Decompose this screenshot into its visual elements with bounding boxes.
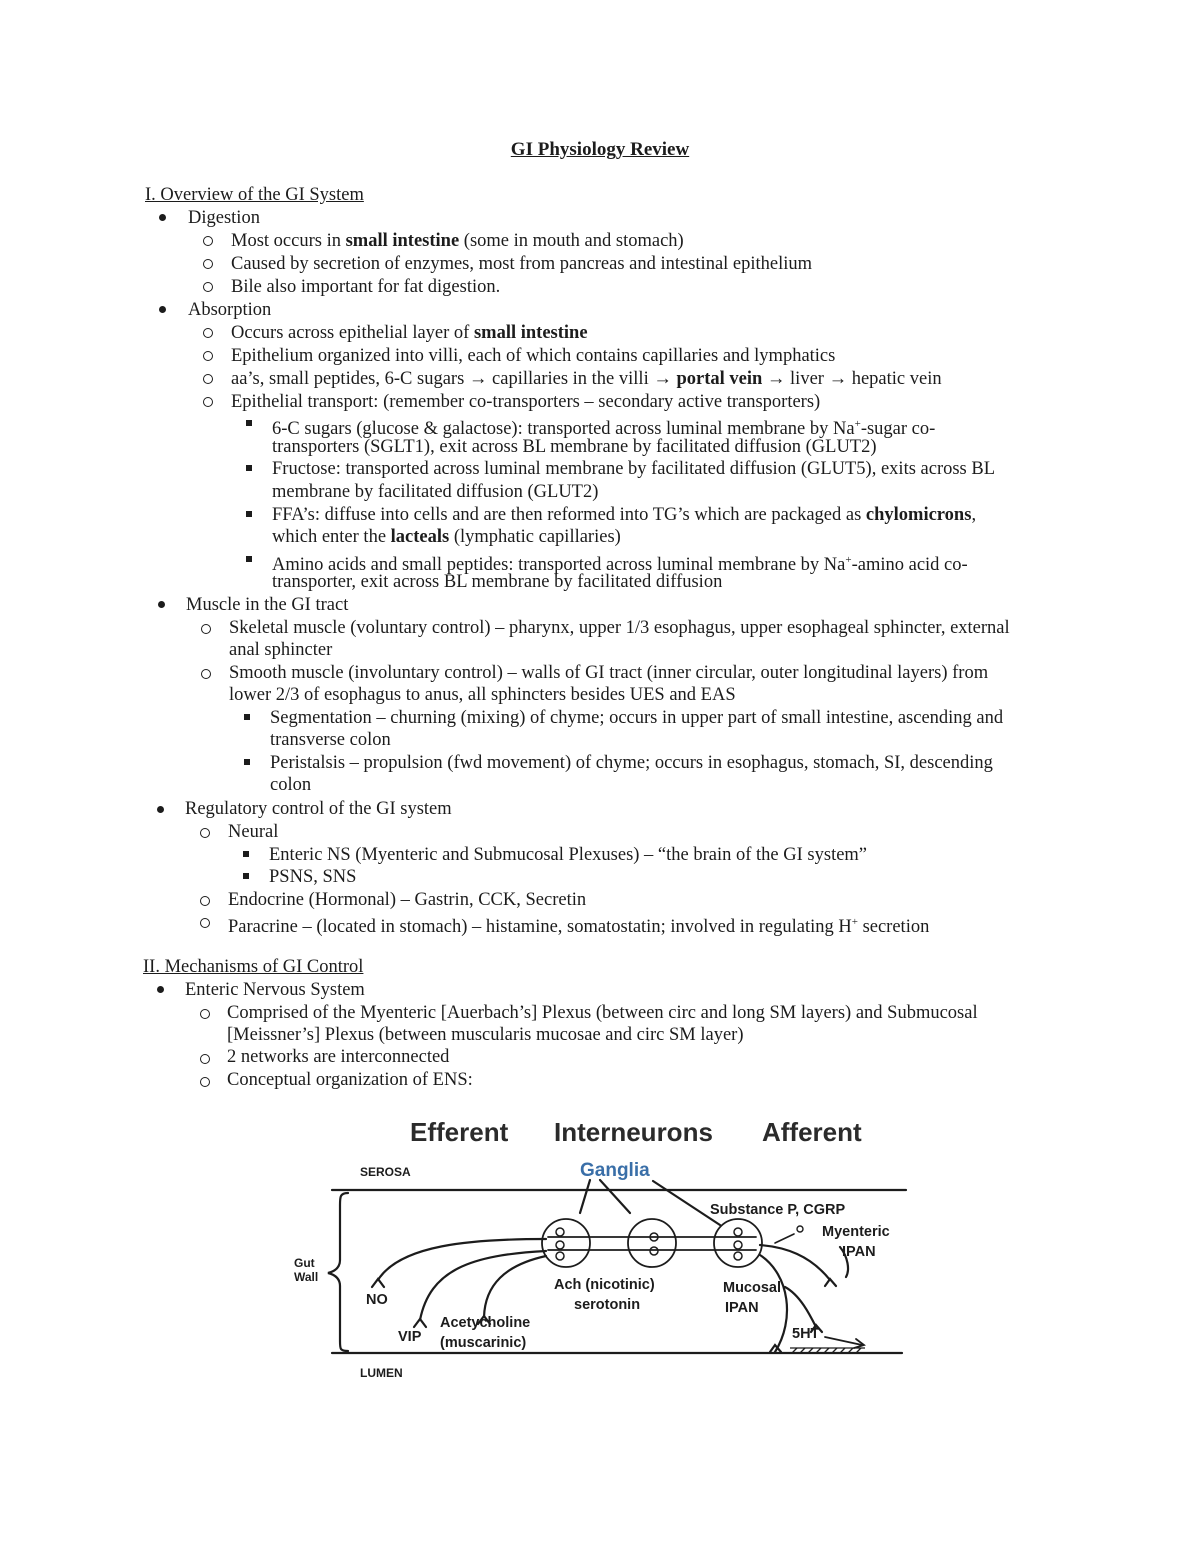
bullet-circle	[201, 624, 211, 634]
neuron-soma	[556, 1241, 564, 1249]
text-run: Most occurs in	[231, 231, 346, 251]
bullet-circle	[200, 1077, 210, 1087]
text-run: ,	[971, 505, 977, 525]
neuron-soma	[556, 1228, 564, 1236]
text-run: Paracrine – (located in stomach) – histamine, somatostatin; involved in regulating H	[228, 917, 852, 938]
section-1-heading: I. Overview of the GI System	[145, 185, 364, 205]
bold-term: portal vein	[676, 369, 763, 389]
fiveht-arrow	[825, 1337, 862, 1345]
mucosal-ipan-label: Mucosal	[723, 1280, 782, 1296]
digestion-item-1	[231, 230, 684, 252]
gut-wall-label: Wall	[294, 1270, 319, 1284]
substance-p-label: Substance P, CGRP	[710, 1202, 846, 1218]
synapse-terminal	[414, 1319, 426, 1327]
peristalsis-line-2: colon	[270, 775, 312, 795]
page-title: GI Physiology Review	[510, 139, 690, 160]
efferent-fiber-no	[378, 1239, 546, 1280]
bullet-circle	[203, 282, 213, 292]
neural-item-1: Enteric NS (Myenteric and Submucosal Plexuses) – “the brain of the GI system”	[269, 845, 868, 865]
ens-item-2: 2 networks are interconnected	[227, 1047, 450, 1067]
myenteric-ipan-label: Myenteric	[822, 1224, 890, 1240]
text-run: Amino acids and small peptides: transported across luminal membrane by Na	[272, 555, 846, 576]
text-run: Occurs across epithelial layer of	[231, 323, 474, 343]
digestion-item-2: Caused by secretion of enzymes, most from pancreas and intestinal epithelium	[231, 254, 813, 274]
ens-organization-diagram	[270, 1105, 930, 1390]
ganglion-circle	[542, 1219, 590, 1267]
neuron-soma	[734, 1252, 742, 1260]
mucosal-ipan-fiber	[760, 1255, 787, 1352]
segmentation-line-2: transverse colon	[270, 730, 391, 750]
neuron-soma	[650, 1247, 658, 1255]
vip-label: VIP	[398, 1329, 422, 1345]
ens-item-1-line-1: Comprised of the Myenteric [Auerbach’s] Plexus (between circ and long SM layers) and Submucosal	[227, 1003, 978, 1023]
superscript: +	[845, 554, 852, 566]
sensory-ending	[775, 1234, 794, 1243]
transport-ffa-line-1	[272, 504, 976, 526]
absorption-label: Absorption	[188, 300, 272, 320]
peristalsis-line-1: Peristalsis – propulsion (fwd movement) of chyme; occurs in esophagus, stomach, SI, descending	[270, 753, 993, 773]
bullet-square	[243, 851, 249, 857]
bullet-circle	[200, 896, 210, 906]
sensory-ending	[797, 1226, 803, 1232]
text-run: hepatic vein	[847, 369, 942, 389]
bullet-square	[243, 873, 249, 879]
bullet-circle	[203, 328, 213, 338]
transport-fructose-line-2: membrane by facilitated diffusion (GLUT2)	[272, 482, 599, 502]
absorption-item-1	[231, 322, 588, 344]
ganglia-label: Ganglia	[580, 1160, 650, 1181]
bold-term: lacteals	[390, 527, 450, 547]
bold-term: small intestine	[473, 323, 588, 343]
transport-sugar-line-2: transporters (SGLT1), exit across BL membrane by facilitated diffusion (GLUT2)	[272, 437, 877, 457]
text-run: (some in mouth and stomach)	[459, 231, 684, 251]
transport-amino-line-2: transporter, exit across BL membrane by facilitated diffusion	[272, 572, 723, 592]
arrow-icon: →	[766, 369, 786, 389]
arrow-icon: →	[653, 369, 672, 389]
text-run: -amino acid co-	[851, 555, 968, 576]
text-run: FFA’s: diffuse into cells and are then reformed into TG’s which are packaged as	[272, 505, 866, 525]
mucosal-ipan-branch	[785, 1287, 816, 1327]
bullet-circle	[203, 374, 213, 384]
neural-label: Neural	[228, 822, 279, 842]
text-run: liver	[785, 369, 829, 389]
bullet-square	[246, 465, 252, 471]
muscarinic-label: (muscarinic)	[440, 1335, 527, 1351]
bullet-circle	[203, 397, 213, 407]
fiveht-label: 5HT	[792, 1326, 820, 1342]
transport-ffa-line-2	[272, 526, 621, 548]
bullet-dot	[157, 986, 164, 993]
regulatory-label: Regulatory control of the GI system	[185, 799, 452, 819]
ganglion-circle	[628, 1219, 676, 1267]
ganglia-pointer	[600, 1180, 630, 1213]
digestion-label: Digestion	[188, 208, 260, 228]
bullet-dot	[158, 601, 165, 608]
muscle-skeletal-line-2: anal sphincter	[229, 640, 333, 660]
section-2-heading: II. Mechanisms of GI Control	[143, 957, 364, 977]
no-label: NO	[366, 1292, 388, 1308]
acetylcholine-label: Acetycholine	[440, 1315, 531, 1331]
text-run: which enter the	[272, 527, 391, 547]
myenteric-terminal	[825, 1279, 836, 1286]
text-run: aa’s, small peptides, 6-C sugars	[231, 369, 469, 389]
bullet-circle	[203, 236, 213, 246]
text-run: secretion	[857, 917, 930, 938]
text-run: capillaries in the villi	[487, 369, 654, 389]
segmentation-line-1: Segmentation – churning (mixing) of chyme; occurs in upper part of small intestine, ascending and	[270, 708, 1004, 728]
ach-nicotinic-label: Ach (nicotinic)	[554, 1277, 655, 1293]
absorption-item-4: Epithelial transport: (remember co-transporters – secondary active transporters)	[231, 392, 821, 412]
bullet-circle	[200, 918, 210, 928]
bold-term: small intestine	[345, 231, 460, 251]
arrow-icon: →	[468, 369, 488, 389]
ens-label: Enteric Nervous System	[185, 980, 365, 1000]
interneurons-heading: Interneurons	[554, 1117, 713, 1147]
superscript: +	[851, 916, 858, 928]
bullet-circle	[201, 669, 211, 679]
bullet-square	[246, 556, 252, 562]
bullet-circle	[200, 828, 210, 838]
neuron-soma	[734, 1241, 742, 1249]
mucosal-ipan-label: IPAN	[725, 1300, 759, 1316]
arrow-icon: →	[828, 369, 848, 389]
bullet-circle	[200, 1009, 210, 1019]
bullet-dot	[157, 806, 164, 813]
bullet-square	[244, 759, 250, 765]
efferent-fiber-ach	[484, 1256, 546, 1317]
bullet-dot	[159, 306, 166, 313]
gut-wall-label: Gut	[294, 1256, 315, 1270]
neuron-soma	[734, 1228, 742, 1236]
serotonin-label: serotonin	[574, 1297, 641, 1313]
synapse-terminal	[372, 1279, 384, 1287]
afferent-heading: Afferent	[762, 1117, 862, 1147]
paracrine-item	[228, 911, 929, 938]
text-run: (lymphatic capillaries)	[449, 527, 621, 547]
neural-item-2: PSNS, SNS	[269, 867, 357, 887]
bullet-square	[246, 511, 252, 517]
transport-fructose-line-1: Fructose: transported across luminal membrane by facilitated diffusion (GLUT5), exits across BL	[272, 459, 996, 479]
endocrine-item: Endocrine (Hormonal) – Gastrin, CCK, Secretin	[228, 890, 587, 910]
ens-item-1-line-2: [Meissner’s] Plexus (between muscularis mucosae and circ SM layer)	[227, 1025, 744, 1045]
text-run: 6-C sugars (glucose & galactose): transported across luminal membrane by Na	[272, 419, 855, 440]
bullet-square	[244, 714, 250, 720]
muscle-label: Muscle in the GI tract	[186, 595, 349, 615]
efferent-heading: Efferent	[410, 1117, 509, 1147]
neuron-soma	[556, 1252, 564, 1260]
ens-item-3: Conceptual organization of ENS:	[227, 1070, 473, 1090]
serosa-label: SEROSA	[360, 1165, 411, 1179]
muscle-smooth-line-2: lower 2/3 of esophagus to anus, all sphincters besides UES and EAS	[229, 685, 736, 705]
digestion-item-3: Bile also important for fat digestion.	[231, 277, 501, 297]
lumen-label: LUMEN	[360, 1366, 403, 1380]
bullet-circle	[203, 259, 213, 269]
bullet-circle	[203, 351, 213, 361]
myenteric-ipan-label: IPAN	[842, 1244, 876, 1260]
bullet-square	[246, 420, 252, 426]
absorption-item-3	[231, 368, 942, 390]
bullet-dot	[159, 214, 166, 221]
bullet-circle	[200, 1054, 210, 1064]
gut-wall-brace	[328, 1193, 348, 1351]
text-run: -sugar co-	[860, 419, 936, 440]
muscle-skeletal-line-1: Skeletal muscle (voluntary control) – pharynx, upper 1/3 esophagus, upper esophageal sphincter, external	[229, 618, 1010, 638]
bold-term: chylomicrons	[865, 505, 972, 525]
muscle-smooth-line-1: Smooth muscle (involuntary control) – walls of GI tract (inner circular, outer longitudinal layers) from	[229, 663, 989, 683]
superscript: +	[854, 418, 861, 430]
absorption-item-2: Epithelium organized into villi, each of which contains capillaries and lymphatics	[231, 346, 836, 366]
ganglia-pointer	[580, 1180, 590, 1213]
